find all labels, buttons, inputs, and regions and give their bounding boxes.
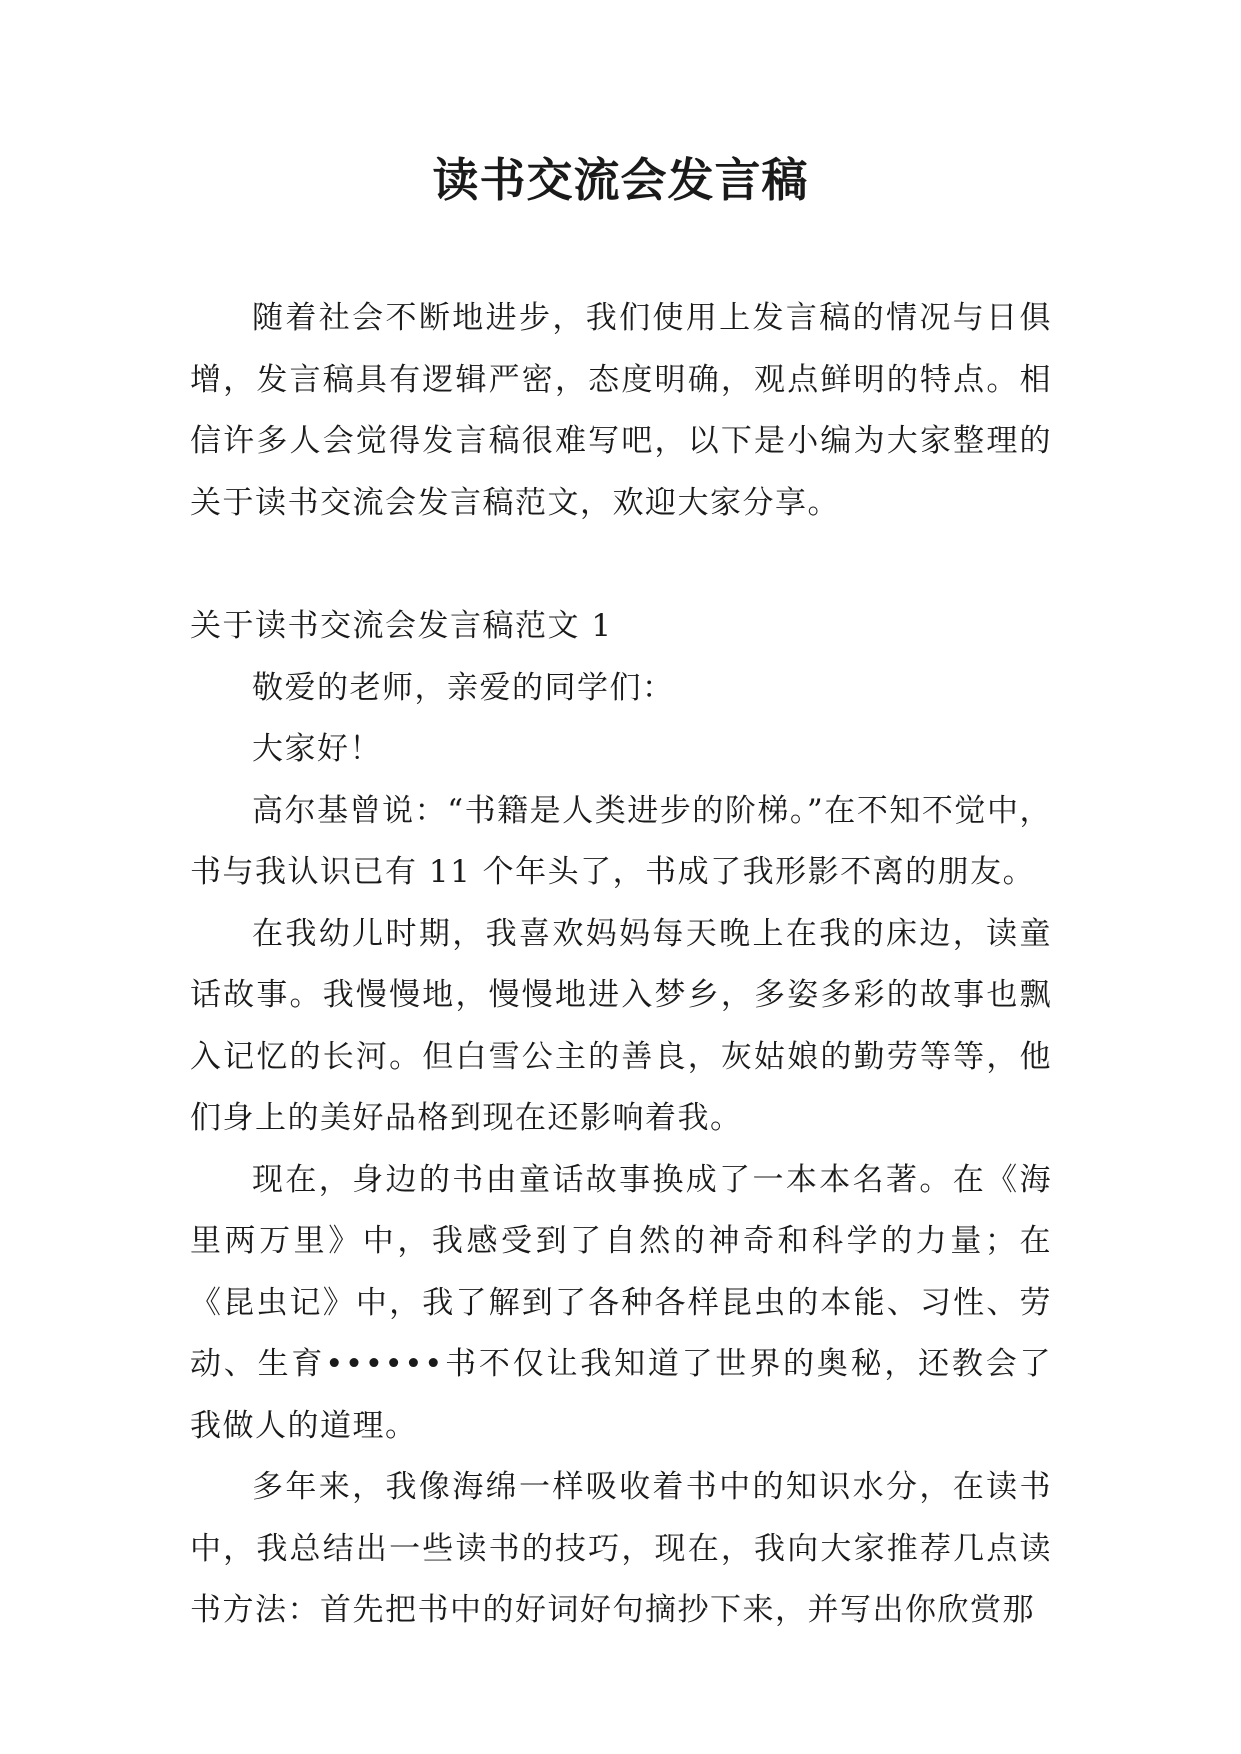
body-paragraph: 高尔基曾说：“书籍是人类进步的阶梯。”在不知不觉中，书与我认识已有 11 个年头了，书成了我形影不离的朋友。: [190, 792, 1052, 890]
body-paragraph: 在我幼儿时期，我喜欢妈妈每天晚上在我的床边，读童话故事。我慢慢地，慢慢地进入梦乡，多姿多彩的故事也飘入记忆的长河。但白雪公主的善良，灰姑娘的勤劳等等，他们身上的美好品格到现在还影响着我。: [190, 915, 1052, 1136]
section-heading: 关于读书交流会发言稿范文 1: [190, 608, 613, 644]
document-body: [190, 288, 1052, 1642]
greeting: 大家好！: [252, 731, 382, 767]
intro-paragraph: 随着社会不断地进步，我们使用上发言稿的情况与日俱增，发言稿具有逻辑严密，态度明确，观点鲜明的特点。相信许多人会觉得发言稿很难写吧，以下是小编为大家整理的关于读书交流会发言稿范文，欢迎大家分享。: [190, 300, 1052, 521]
document-title: 读书交流会发言稿: [432, 153, 809, 207]
salutation: 敬爱的老师，亲爱的同学们：: [252, 669, 675, 706]
body-paragraph: 现在，身边的书由童话故事换成了一本本名著。在《海里两万里》中，我感受到了自然的神奇和科学的力量；在《昆虫记》中，我了解到了各种各样昆虫的本能、习性、劳动、生育••••••书不仅让我知道了世界的奥秘，还教会了我做人的道理。: [190, 1161, 1052, 1444]
body-paragraph: 多年来，我像海绵一样吸收着书中的知识水分，在读书中，我总结出一些读书的技巧，现在，我向大家推荐几点读书方法：首先把书中的好词好句摘抄下来，并写出你欣赏那: [190, 1469, 1052, 1628]
